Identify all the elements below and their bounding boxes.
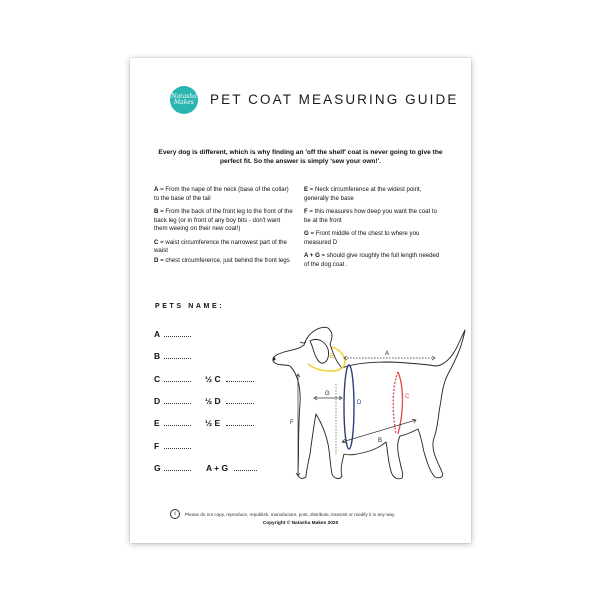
waist-measure-ring: [393, 372, 398, 434]
definition-letter: A: [154, 186, 159, 193]
definition-text: = should give roughly the full length needed of the dog coat .: [304, 252, 440, 268]
copy-notice-text: Please do not copy, reproduce, republish, manufacture, post, distribute, transmit or modify it in any way.: [185, 511, 396, 517]
definition-text: = Neck circumference at the widest point, generally the base: [304, 186, 422, 202]
dog-nose: [273, 358, 276, 361]
measure-label-a: A: [154, 329, 161, 339]
measure-label-c: C: [154, 374, 161, 384]
definition-b: [154, 208, 294, 234]
definition-text: = Front middle of the chest to where you measured D: [304, 230, 420, 246]
definitions-left: [154, 186, 294, 270]
definition-letter: A + G: [304, 252, 320, 259]
diagram-label-f: F: [290, 420, 294, 426]
definition-letter: E: [304, 186, 309, 193]
guide-sheet: [130, 58, 471, 543]
measure-label-g: G: [154, 463, 161, 473]
dog-outline: [273, 327, 465, 479]
arrow-a: [344, 356, 435, 360]
measure-blank-d[interactable]: [164, 403, 191, 404]
measure-blank-half-d[interactable]: [226, 403, 254, 404]
definitions-right: [304, 186, 444, 274]
measure-label-e: E: [154, 418, 160, 428]
chest-measure-ring: [344, 365, 354, 449]
measure-blank-f[interactable]: [164, 448, 191, 449]
measure-label-b: B: [154, 351, 161, 361]
definition-text: = From the nape of the neck (base of the collar) to the base of the tail: [154, 186, 289, 202]
definition-text: = waist circumference the narrowest part of the waist: [154, 238, 287, 254]
definition-letter: G: [304, 230, 309, 237]
diagram-label-e: E: [330, 354, 335, 360]
measure-label-a-plus-g: A + G: [206, 463, 229, 473]
dog-eye: [300, 342, 306, 343]
intro-text: Every dog is different, which is why finding an 'off the shelf' coat is never going to give the perfect fit. So the answer is simply 'sew your own!'.: [158, 149, 443, 165]
measure-blank-c[interactable]: [164, 381, 191, 382]
info-icon: i: [170, 509, 180, 519]
dog-body-outline: [273, 327, 465, 479]
measure-label-half-c: ½ C: [205, 374, 221, 384]
definition-d: [154, 257, 294, 266]
definition-c: [154, 239, 294, 256]
copy-notice: [170, 509, 395, 519]
measure-label-d: D: [154, 396, 161, 406]
measure-blank-half-c[interactable]: [226, 381, 254, 382]
measure-label-f: F: [154, 441, 160, 451]
measure-label-half-e: ½ E: [205, 418, 221, 428]
page-title: PET COAT MEASURING GUIDE: [210, 92, 459, 107]
measure-blank-e[interactable]: [164, 425, 191, 426]
definition-a: [154, 186, 294, 203]
diagram-label-b: B: [378, 438, 383, 444]
definition-g: [304, 230, 444, 247]
definition-letter: C: [154, 238, 159, 246]
diagram-label-c: C: [405, 394, 410, 400]
measure-blank-a-plus-g[interactable]: [234, 470, 257, 471]
logo-badge: [170, 86, 198, 114]
definition-a-plus-g: [304, 252, 444, 269]
copyright: Copyright © Natasha Makes 2020: [262, 521, 339, 526]
definition-text: = this measures how deep you want the coat to be at the front: [304, 208, 437, 224]
measure-label-half-d: ½ D: [205, 396, 221, 406]
pets-name-label: PETS NAME:: [155, 303, 225, 310]
dog-diagram: [270, 314, 470, 484]
definition-text: = From the back of the front leg to the front of the back leg (or in front of any boy bits - don't want them weeing on their new coat!): [154, 208, 293, 232]
dog-ear: [310, 339, 329, 363]
definition-letter: F: [304, 208, 308, 215]
logo-text-line2: Makes: [174, 99, 194, 106]
definition-e: [304, 186, 444, 203]
diagram-label-a: A: [385, 351, 390, 357]
measure-blank-b[interactable]: [164, 358, 191, 359]
measure-blank-g[interactable]: [164, 470, 191, 471]
logo-text-line1: Natasha: [171, 93, 197, 100]
definition-text: = chest circumference, just behind the front legs: [158, 256, 290, 264]
definition-letter: D: [154, 256, 159, 264]
definition-f: [304, 208, 444, 225]
diagram-label-d: D: [357, 400, 362, 406]
measure-blank-a[interactable]: [164, 336, 191, 337]
definition-letter: B: [154, 208, 159, 215]
diagram-label-g: G: [325, 391, 330, 397]
measure-blank-half-e[interactable]: [226, 425, 254, 426]
